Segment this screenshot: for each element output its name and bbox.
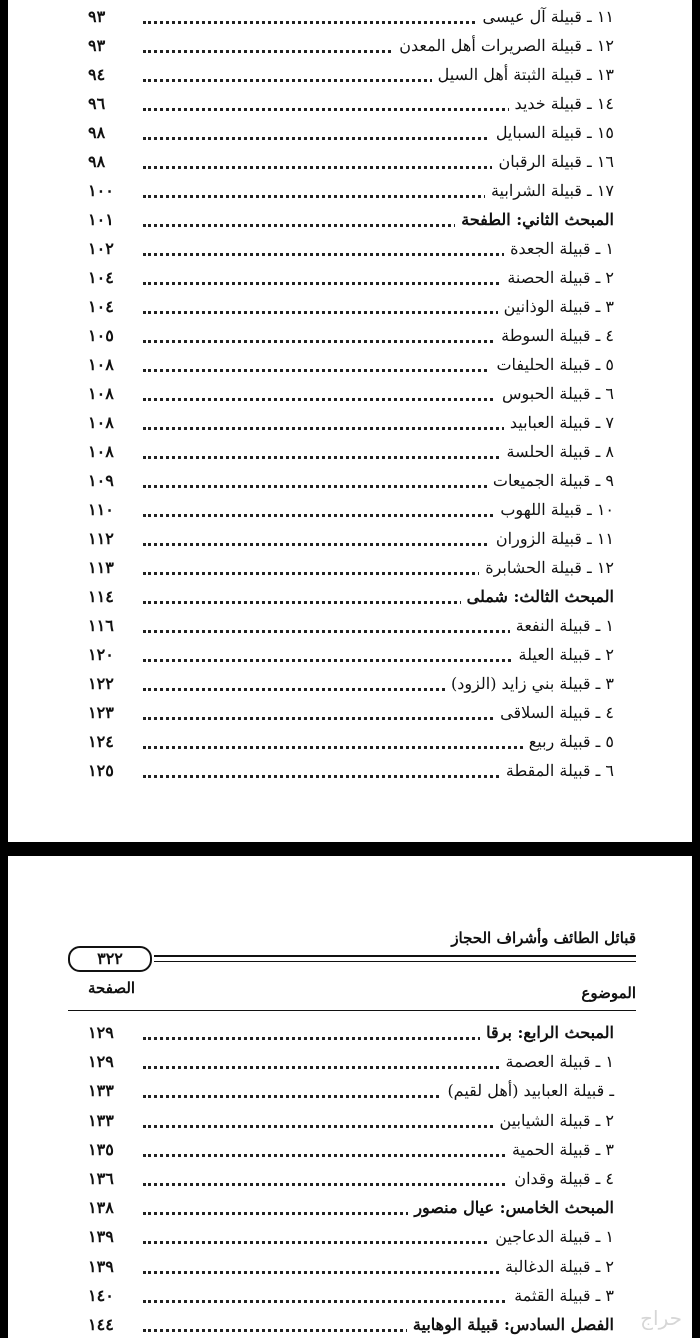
toc-page-number: ١٢٣ [88, 703, 114, 722]
toc-page-number: ١٢٠ [88, 645, 114, 664]
toc-page-number: ١٢٥ [88, 761, 114, 780]
book-title: قبائل الطائف وأشراف الحجاز [451, 929, 636, 947]
toc-page-number: ١٢٤ [88, 732, 114, 751]
toc-entry-label: ١٢ ـ قبيلة الصريرات أهل المعدن [393, 33, 614, 59]
toc-page-number: ١٣٩ [88, 1227, 114, 1247]
toc-page-number: ٩٦ [88, 94, 106, 113]
toc-entry-label: ٢ ـ قبيلة العيلة [513, 642, 614, 668]
toc-page-number: ٩٤ [88, 65, 106, 84]
toc-entry-label: ٤ ـ قبيلة وقدان [508, 1166, 614, 1192]
toc-entry [8, 1254, 692, 1280]
toc-entry-label: ١٧ ـ قبيلة الشرابية [485, 178, 614, 204]
toc-page-number: ١٤٠ [88, 1285, 114, 1305]
toc-entry-label: ٥ ـ قبيلة الحليفات [490, 352, 614, 378]
toc-entry [8, 1078, 692, 1104]
toc-entry [8, 1166, 692, 1192]
toc-entry-label: ١٦ ـ قبيلة الرقبان [492, 149, 614, 175]
toc-entry-label: ٥ ـ قبيلة ربيع [523, 729, 614, 755]
toc-section-heading: المبحث الرابع: برقا [480, 1020, 614, 1046]
toc-entry-label: ١١ ـ قبيلة آل عيسى [477, 4, 614, 30]
toc-page-number: ١٠٨ [88, 384, 114, 403]
toc-page-number: ١٢٢ [88, 674, 114, 693]
header-rule [154, 955, 636, 957]
toc-page-number: ١٠٨ [88, 442, 114, 461]
toc-entry-label: ٣ ـ قبيلة القثمة [508, 1283, 614, 1309]
toc-entry-label: ١١ ـ قبيلة الزوران [490, 526, 614, 552]
toc-page-number: ١١٤ [88, 587, 114, 606]
column-rule [68, 1010, 636, 1011]
toc-entry-label: ٢ ـ قبيلة الشيابين [494, 1108, 614, 1134]
toc-page-number: ١٠٨ [88, 355, 114, 374]
toc-page-number: ٩٣ [88, 36, 106, 55]
toc-page-number: ١١٠ [88, 500, 114, 519]
toc-page-number: ١٠١ [88, 210, 114, 229]
toc-entry-label: ٩ ـ قبيلة الجميعات [487, 468, 614, 494]
toc-entry-label: ٢ ـ قبيلة الحصنة [501, 265, 614, 291]
toc-entry-label: ٧ ـ قبيلة العبابيد [504, 410, 614, 436]
toc-entry-label: ٤ ـ قبيلة السوطة [495, 323, 614, 349]
toc-entry-label: ٨ ـ قبيلة الحلسة [500, 439, 614, 465]
toc-page-number: ١٣٨ [88, 1198, 114, 1218]
toc-page-number: ١٠٤ [88, 268, 114, 287]
toc-page-number: ١٢٩ [88, 1052, 114, 1072]
toc-page-number: ١١٢ [88, 529, 114, 548]
page-number: ٣٢٢ [68, 946, 152, 972]
header-rule-thin [154, 961, 636, 962]
toc-page-number: ٩٨ [88, 152, 106, 171]
toc-page-number: ١٣٣ [88, 1081, 114, 1101]
toc-page-number: ١٠٩ [88, 471, 114, 490]
toc-page-number: ١١٦ [88, 616, 114, 635]
toc-entry [8, 1137, 692, 1163]
toc-entry [8, 1020, 692, 1046]
toc-entry-label: ١٥ ـ قبيلة السبايل [490, 120, 614, 146]
toc-entry [8, 758, 692, 784]
toc-entry [8, 1108, 692, 1134]
toc-entry-label: ١٢ ـ قبيلة الحشابرة [479, 555, 614, 581]
toc-entry-label: ١٠ ـ قبيلة اللهوب [494, 497, 614, 523]
toc-entry-label: ١ ـ قبيلة النفعة [510, 613, 614, 639]
toc-entry [8, 1312, 692, 1338]
toc-page-number: ١٠٠ [88, 181, 114, 200]
toc-page-number: ١٤٤ [88, 1315, 114, 1334]
toc-page-number: ١٠٨ [88, 413, 114, 432]
toc-entry-label: ١٣ ـ قبيلة الثبتة أهل السيل [432, 62, 614, 88]
toc-page-number: ١٣٦ [88, 1169, 114, 1188]
toc-section-heading: الفصل السادس: قبيلة الوهابية [407, 1312, 614, 1338]
toc-entry-label: ٦ ـ قبيلة الحبوس [496, 381, 614, 407]
toc-section-heading: المبحث الثالث: شملى [461, 584, 614, 610]
watermark: حراج [640, 1306, 682, 1330]
toc-entry-label: ١ ـ قبيلة الدعاجين [489, 1224, 614, 1250]
toc-section-heading: المبحث الثاني: الطفحة [455, 207, 614, 233]
toc-page-number: ١٠٢ [88, 239, 114, 258]
toc-page-number: ٩٣ [88, 7, 106, 26]
toc-page-number: ٩٨ [88, 123, 106, 142]
toc-entry-label: ٣ ـ قبيلة بني زايد (الزود) [445, 671, 614, 697]
toc-page-number: ١٢٩ [88, 1023, 114, 1042]
toc-page-number: ١١٣ [88, 558, 114, 577]
toc-entry [8, 1224, 692, 1250]
toc-entry-label: ـ قبيلة العبابيد (أهل لقيم) [441, 1078, 614, 1104]
toc-entry-label: ٣ ـ قبيلة الوذانين [498, 294, 614, 320]
toc-entry-label: ٤ ـ قبيلة السلاقى [494, 700, 614, 726]
toc-entry-label: ٦ ـ قبيلة المقطة [500, 758, 614, 784]
toc-entry-label: ٢ ـ قبيلة الدغالبة [499, 1254, 614, 1280]
toc-entry [8, 1049, 692, 1075]
toc-page-1 [8, 0, 692, 842]
toc-entry [8, 1283, 692, 1309]
column-header-topic: الموضوع [581, 984, 636, 1002]
toc-page-number: ١٠٤ [88, 297, 114, 316]
toc-entry-label: ١ ـ قبيلة العصمة [500, 1049, 614, 1075]
toc-section-heading: المبحث الخامس: عيال منصور [408, 1195, 614, 1221]
toc-page-number: ١٠٥ [88, 326, 114, 345]
toc-page-number: ١٣٣ [88, 1110, 114, 1130]
column-header-page: الصفحة [88, 979, 136, 997]
toc-entry-label: ١٤ ـ قبيلة خديد [509, 91, 614, 117]
toc-entry [8, 1195, 692, 1221]
toc-page-2 [8, 856, 692, 1338]
toc-page-number: ١٣٩ [88, 1256, 114, 1276]
toc-entry-label: ٣ ـ قبيلة الحمية [506, 1137, 614, 1163]
toc-entry-label: ١ ـ قبيلة الجعدة [504, 236, 614, 262]
toc-page-number: ١٣٥ [88, 1139, 114, 1159]
